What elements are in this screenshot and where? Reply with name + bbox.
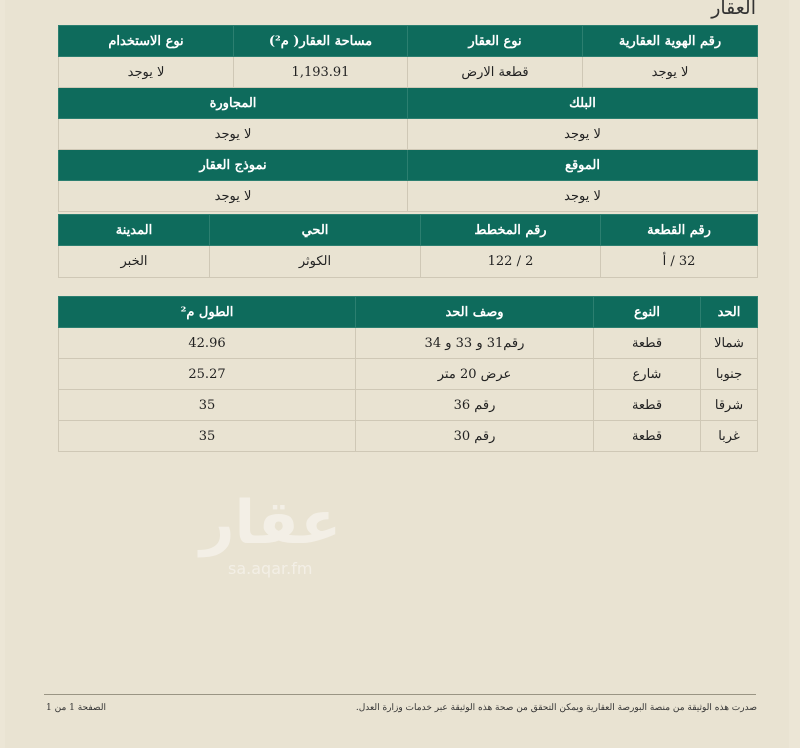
header-cell: رقم القطعة [601, 215, 758, 246]
table-row [59, 359, 758, 390]
value-cell: لا يوجد [583, 57, 758, 88]
value-cell: 32 / أ [601, 246, 758, 278]
page-number: الصفحة 1 من 1 [46, 703, 106, 713]
value-cell: لا يوجد [59, 57, 234, 88]
cell: 35 [59, 390, 356, 421]
header-cell: النوع [594, 297, 701, 328]
table-header-row [59, 215, 758, 246]
table-row [59, 328, 758, 359]
cell: عرض 20 متر [356, 359, 594, 390]
table-row [59, 390, 758, 421]
section-title: العقار [711, 0, 756, 19]
value-cell: لا يوجد [408, 181, 758, 212]
value-cell: لا يوجد [59, 119, 408, 150]
header-cell: رقم المخطط [421, 215, 601, 246]
value-cell: 2 / 122 [421, 246, 601, 278]
table-header-row [59, 26, 758, 57]
header-cell: وصف الحد [356, 297, 594, 328]
cell: 25.27 [59, 359, 356, 390]
watermark-logo: عقار [200, 488, 342, 558]
header-cell: نموذج العقار [59, 150, 408, 181]
value-cell: 1,193.91 [234, 57, 408, 88]
table-header-row [59, 88, 758, 119]
cell: رقم 36 [356, 390, 594, 421]
cell: رقم31 و 33 و 34 [356, 328, 594, 359]
cell: قطعة [594, 328, 701, 359]
value-cell: لا يوجد [408, 119, 758, 150]
header-cell: البلك [408, 88, 758, 119]
cell: شارع [594, 359, 701, 390]
header-cell: المدينة [59, 215, 210, 246]
value-cell: لا يوجد [59, 181, 408, 212]
cell: 42.96 [59, 328, 356, 359]
cell: رقم 30 [356, 421, 594, 452]
header-cell: نوع الاستخدام [59, 26, 234, 57]
watermark-url: sa.aqar.fm [228, 559, 313, 578]
cell: غربا [701, 421, 758, 452]
cell: جنوبا [701, 359, 758, 390]
table-row [59, 119, 758, 150]
table-row [59, 181, 758, 212]
cell: قطعة [594, 421, 701, 452]
table-row [59, 421, 758, 452]
table-row [59, 57, 758, 88]
value-cell: الخبر [59, 246, 210, 278]
value-cell: قطعة الارض [408, 57, 583, 88]
cell: قطعة [594, 390, 701, 421]
table-header-row [59, 297, 758, 328]
location-table [58, 214, 758, 278]
cell: شمالا [701, 328, 758, 359]
value-cell: الكوثر [210, 246, 421, 278]
boundaries-table [58, 296, 758, 452]
table-row [59, 246, 758, 278]
header-cell: مساحة العقار( م²) [234, 26, 408, 57]
header-cell: نوع العقار [408, 26, 583, 57]
footer-divider [44, 694, 756, 695]
header-cell: الحي [210, 215, 421, 246]
header-cell: الطول م² [59, 297, 356, 328]
cell: 35 [59, 421, 356, 452]
property-table [58, 25, 758, 212]
footer-note: صدرت هذه الوثيقة من منصة البورصة العقارية ويمكن التحقق من صحة هذه الوثيقة عبر خدمات وزارة العدل. [355, 703, 757, 713]
header-cell: المجاورة [59, 88, 408, 119]
header-cell: رقم الهوية العقارية [583, 26, 758, 57]
table-header-row [59, 150, 758, 181]
cell: شرقا [701, 390, 758, 421]
header-cell: الحد [701, 297, 758, 328]
header-cell: الموقع [408, 150, 758, 181]
